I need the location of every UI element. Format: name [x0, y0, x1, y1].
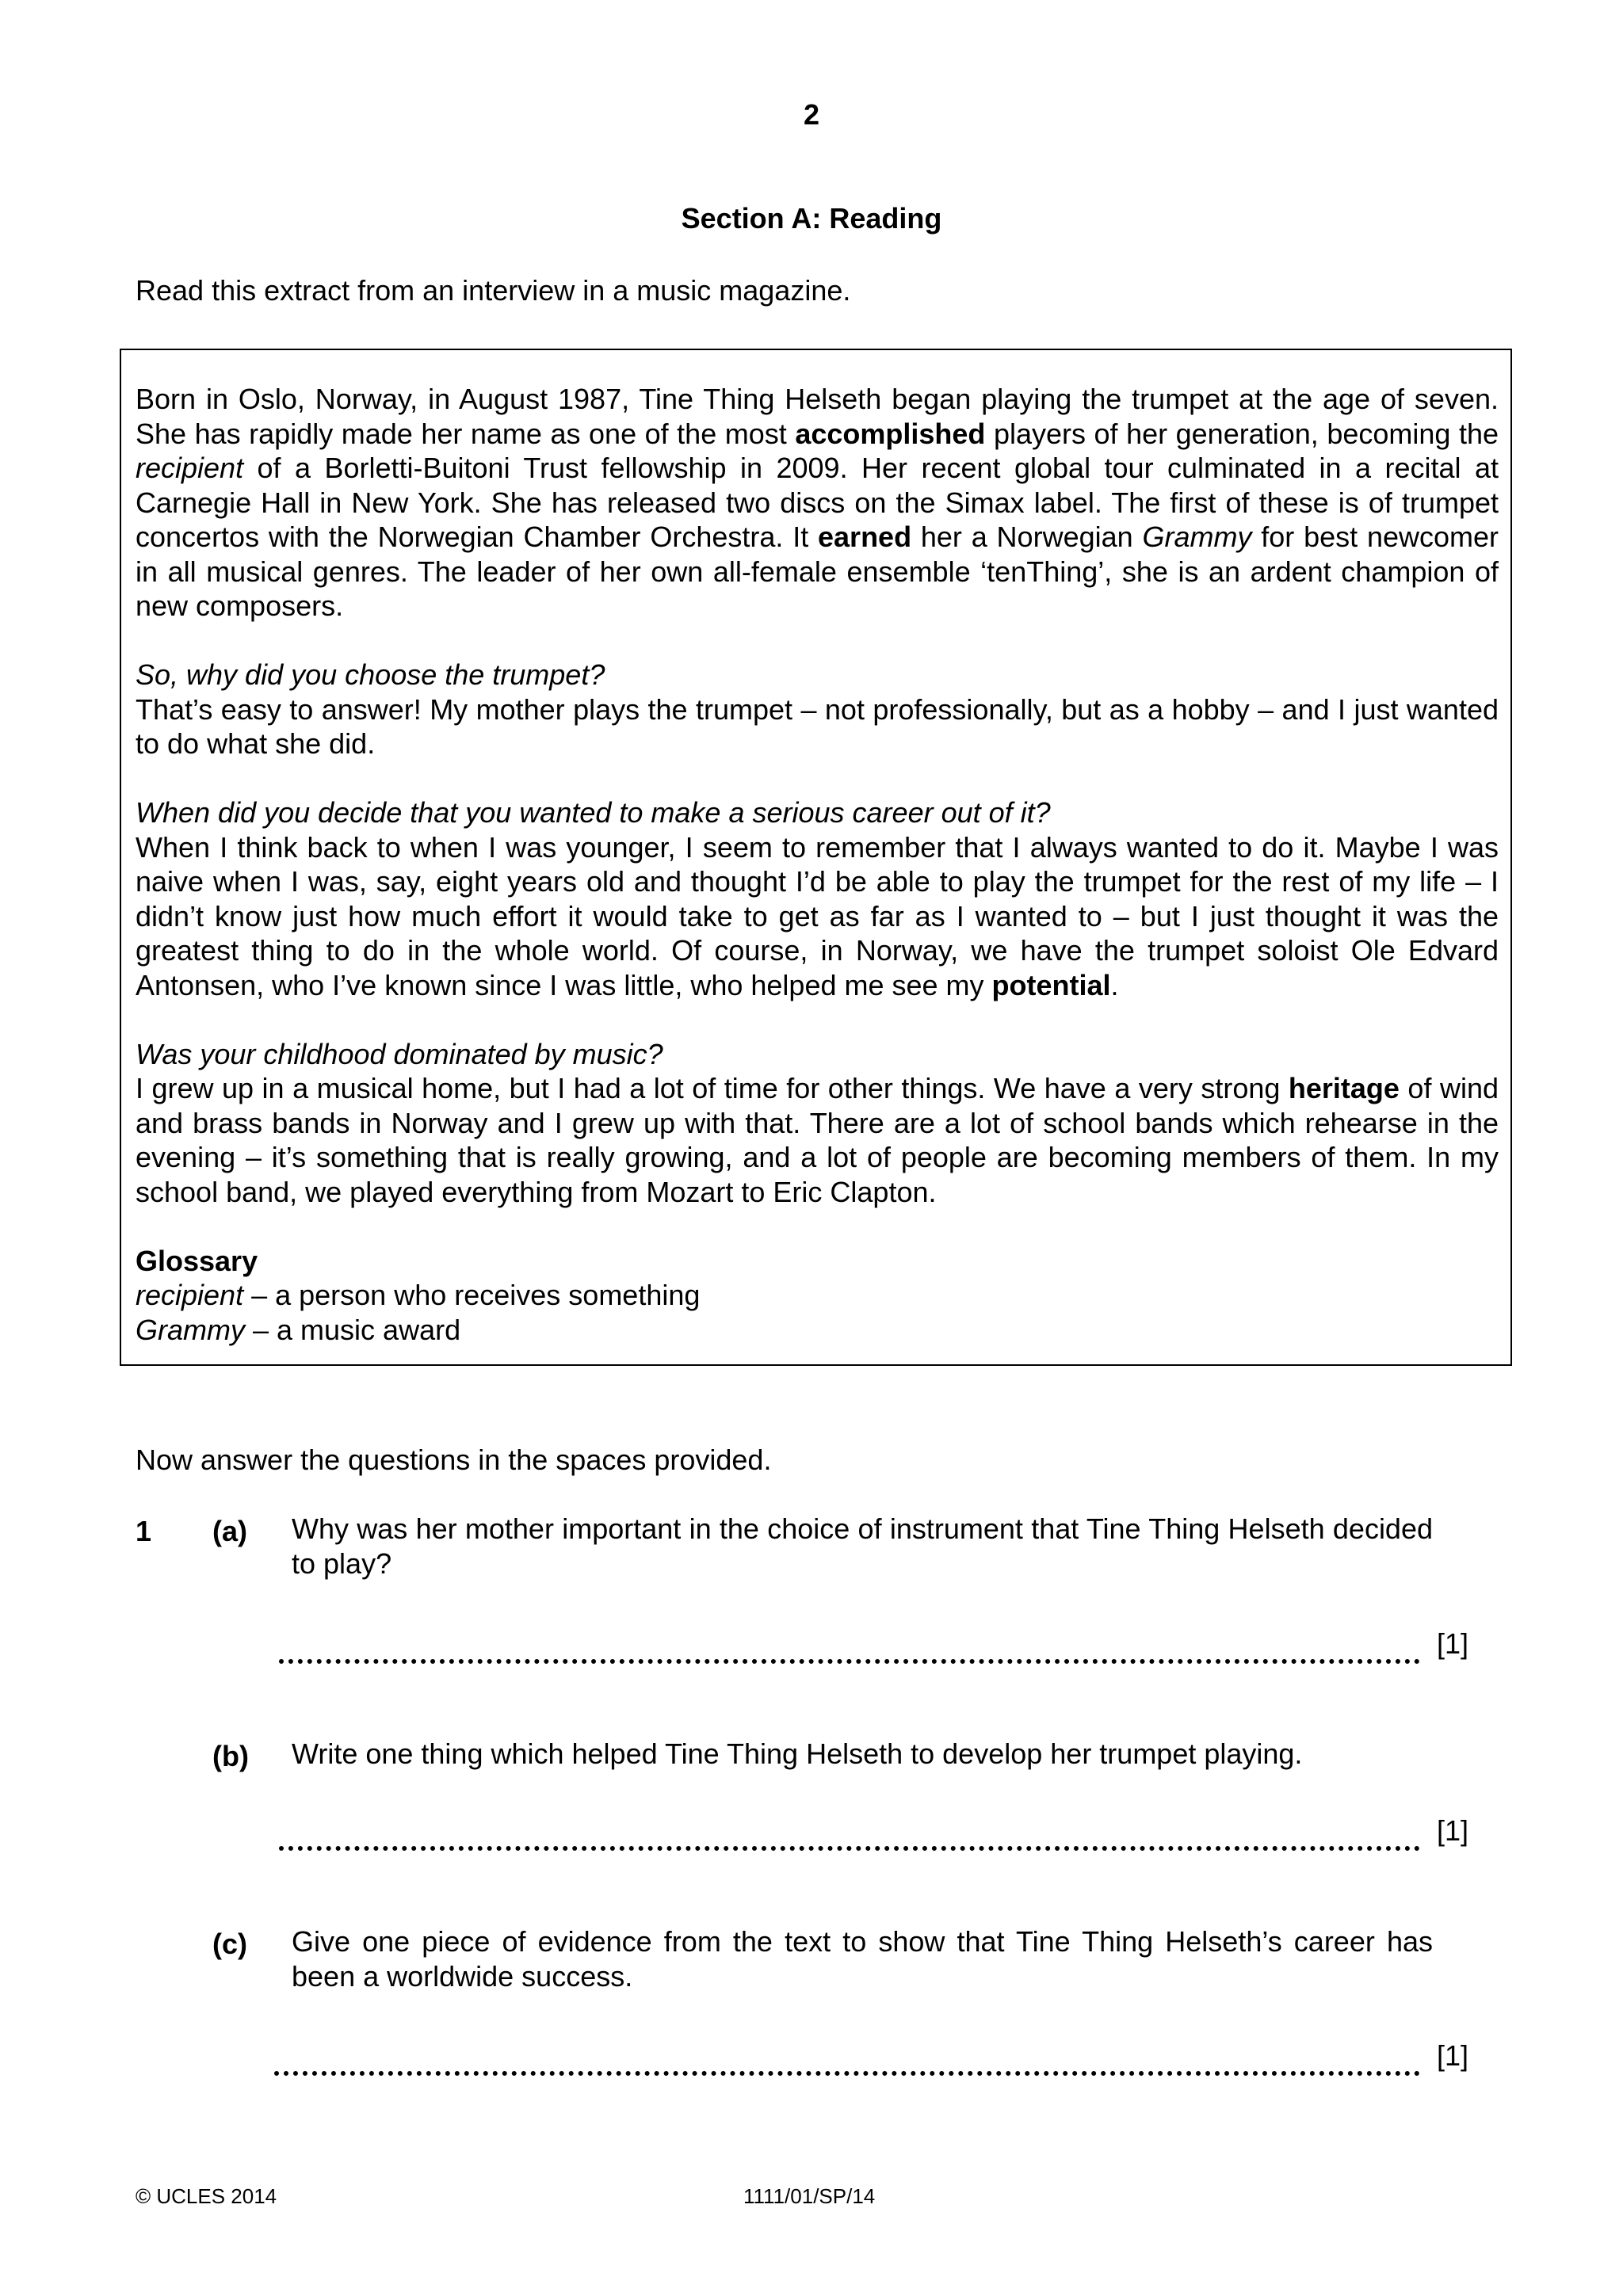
question-number: 1 — [136, 1515, 152, 1547]
glossary-item: recipient – a person who receives something — [136, 1279, 701, 1311]
interview-question-2: When did you decide that you wanted to make a serious career out of it? — [136, 796, 1051, 829]
keyword-accomplished: accomplished — [795, 417, 986, 450]
interview-answer-1: That’s easy to answer! My mother plays the trumpet – not professionally, but as a hobby – and I just wanted to do what she did. — [136, 692, 1499, 760]
interview-answer-2: When I think back to when I was younger, I seem to remember that I always wanted to do it. Maybe I was naive when I was, say, eight years old and thought I’d be able to play the trumpet for the rest of my life – I didn’t know just how much effort it would take to get as far as I wanted to – but I just thought it was the greatest thing to do in the whole world. Of course, in Norway, we have the trumpet soloist Ole Edvard Antonsen, who I’ve known since I was little, who helped me see my potential. — [136, 830, 1499, 1001]
interview-answer-3: I grew up in a musical home, but I had a lot of time for other things. We have a very strong heritage of wind and brass bands in Norway and I grew up with that. There are a lot of school bands which rehearse in the evening – it’s something that is really growing, and a lot of people are becoming members of them. In my school band, we played everything from Mozart to Eric Clapton. — [136, 1072, 1499, 1208]
section-title: Section A: Reading — [681, 202, 942, 235]
part-label-c: (c) — [212, 1928, 247, 1960]
mark-b: [1] — [1437, 1814, 1469, 1847]
answer-line-b[interactable] — [279, 1846, 1420, 1851]
footer-copyright: © UCLES 2014 — [136, 2184, 277, 2208]
interview-question-1: So, why did you choose the trumpet? — [136, 658, 605, 691]
mark-a: [1] — [1437, 1627, 1469, 1660]
part-label-b: (b) — [212, 1740, 249, 1772]
keyword-grammy: Grammy — [1142, 521, 1252, 553]
glossary-title: Glossary — [136, 1244, 258, 1277]
extract-intro: Born in Oslo, Norway, in August 1987, Tine Thing Helseth began playing the trumpet at the age of seven. She has rapidly made her name as one of the most accomplished players of her generation, becoming the recipient of a Borletti-Buitoni Trust fellowship in 2009. Her recent global tour culminated in a recital at Carnegie Hall in New York. She has released two discs on the Simax label. The first of these is of trumpet concertos with the Norwegian Chamber Orchestra. It earned her a Norwegian Grammy for best newcomer in all musical genres. The leader of her own all-female ensemble ‘tenThing’, she is an ardent champion of new composers. — [136, 383, 1499, 622]
question-a-text: Why was her mother important in the choice of instrument that Tine Thing Helseth decided to play? — [292, 1512, 1433, 1580]
keyword-recipient: recipient — [136, 452, 244, 484]
keyword-potential: potential — [991, 968, 1111, 1001]
part-label-a: (a) — [212, 1515, 247, 1547]
footer-code: 1111/01/SP/14 — [743, 2184, 876, 2208]
mark-c: [1] — [1437, 2039, 1469, 2072]
reading-instruction: Read this extract from an interview in a music magazine. — [136, 274, 851, 307]
answer-line-a[interactable] — [279, 1659, 1420, 1664]
keyword-earned: earned — [818, 521, 912, 553]
answer-line-c[interactable] — [274, 2071, 1420, 2076]
question-c-text: Give one piece of evidence from the text to show that Tine Thing Helseth’s career has been a worldwide success. — [292, 1925, 1433, 1993]
interview-question-3: Was your childhood dominated by music? — [136, 1037, 663, 1070]
page-number: 2 — [803, 98, 820, 131]
glossary-item: Grammy – a music award — [136, 1313, 461, 1346]
question-b-text: Write one thing which helped Tine Thing Helseth to develop her trumpet playing. — [292, 1737, 1303, 1770]
keyword-heritage: heritage — [1288, 1072, 1400, 1104]
extract-text — [136, 382, 1499, 1347]
questions-intro: Now answer the questions in the spaces provided. — [136, 1444, 772, 1476]
